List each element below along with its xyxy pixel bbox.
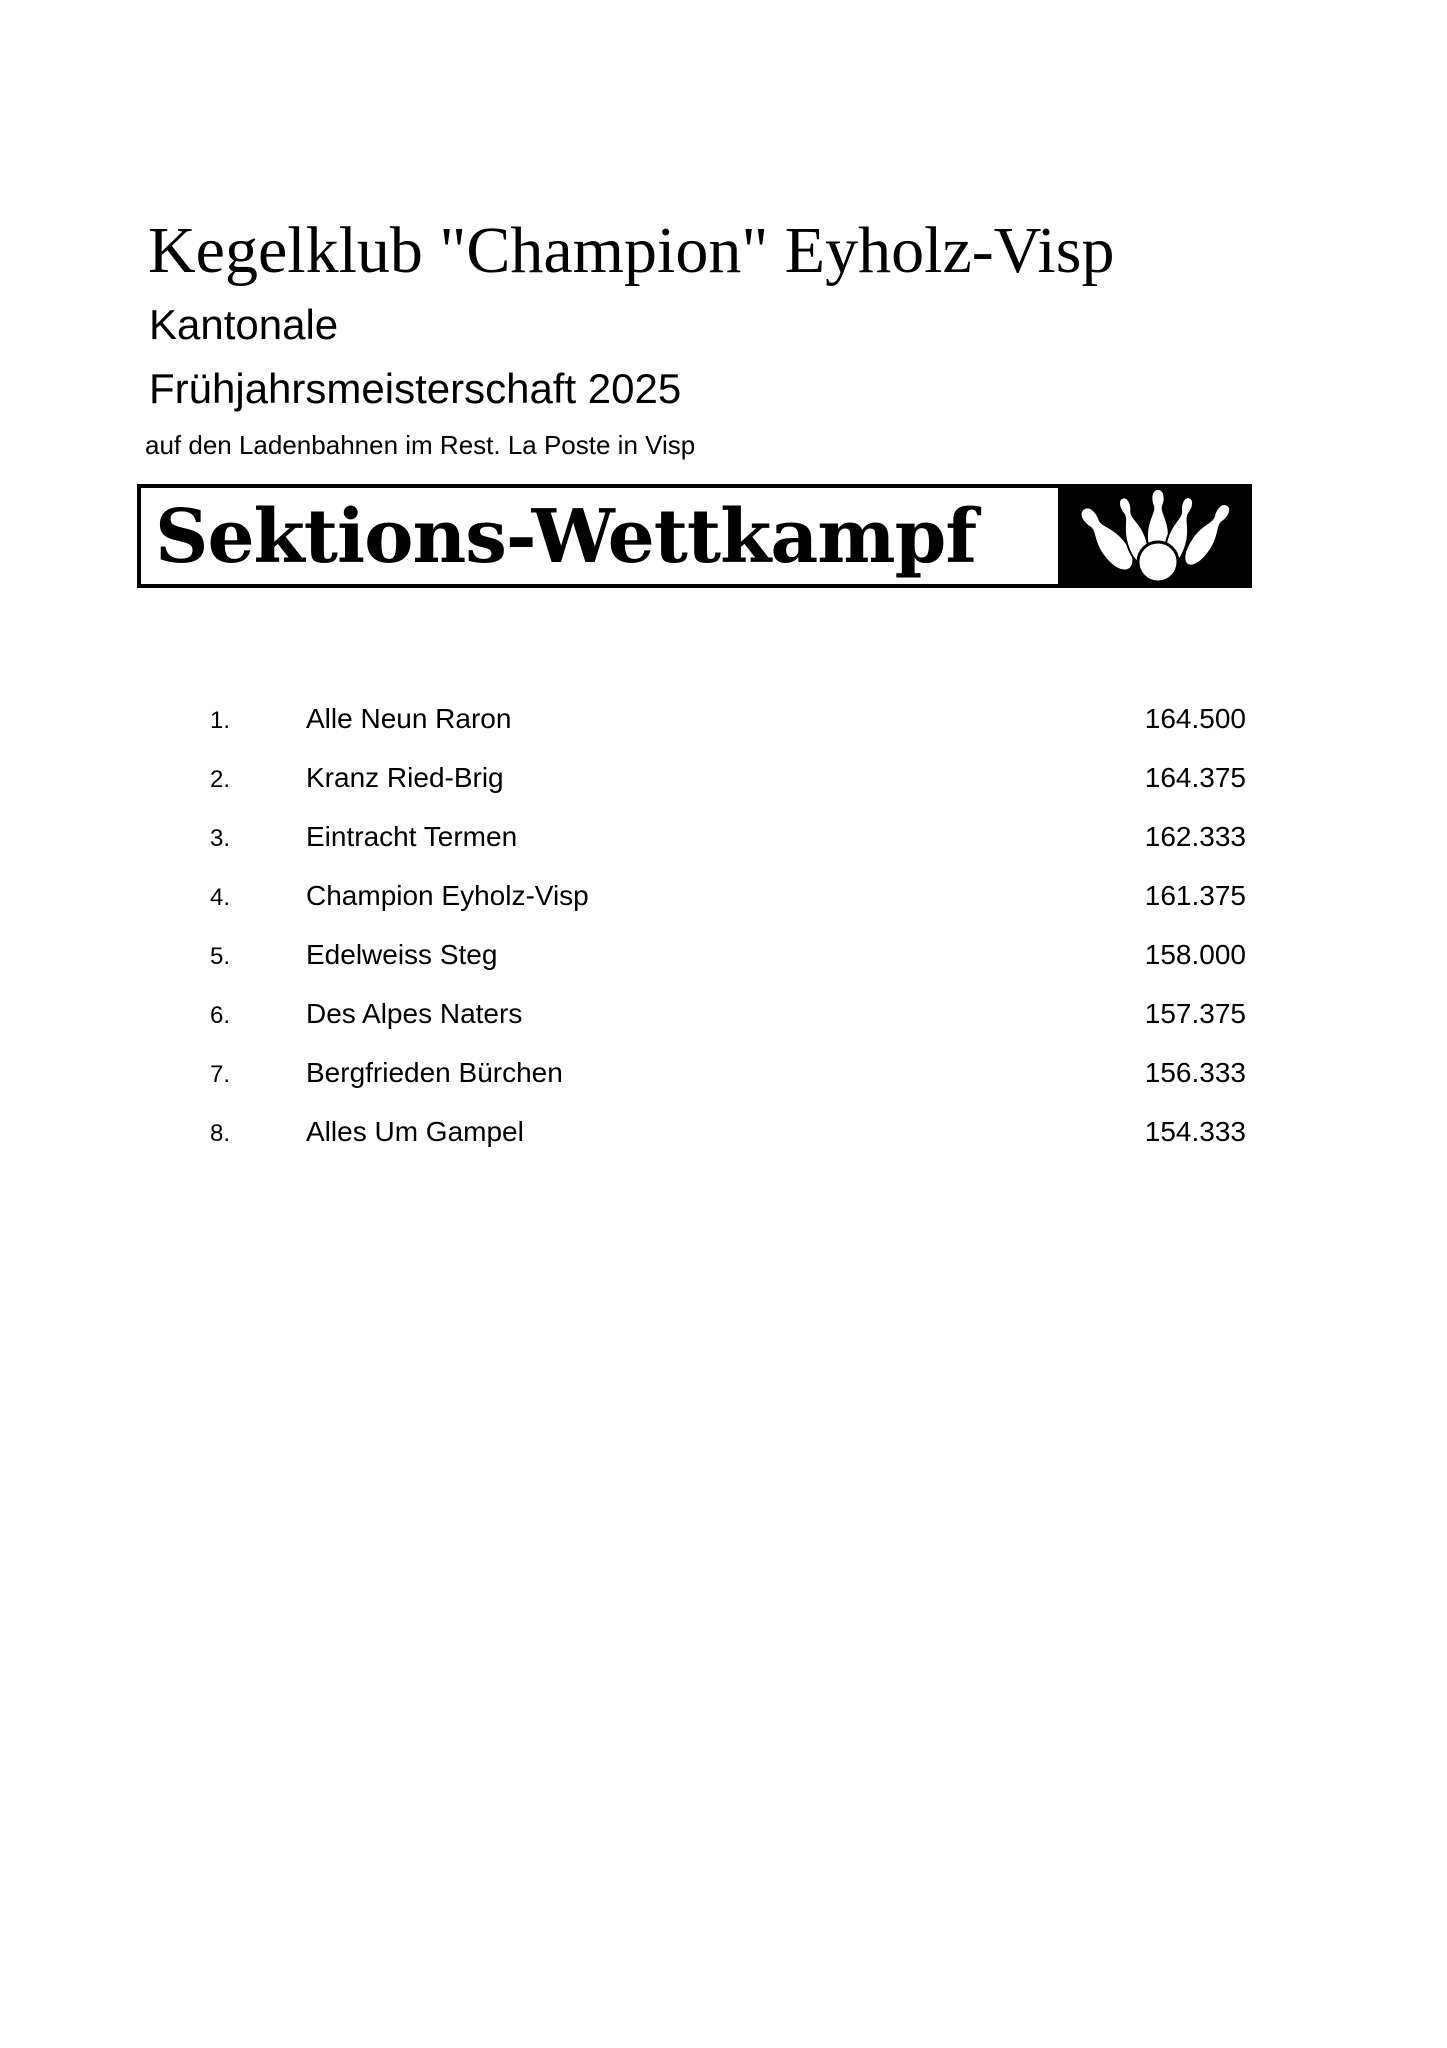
team-name: Alles Um Gampel bbox=[306, 1116, 524, 1147]
team-name: Des Alpes Naters bbox=[306, 998, 523, 1029]
rank: 4. bbox=[210, 884, 231, 911]
club-title: Kegelklub "Champion" Eyholz-Visp bbox=[148, 214, 1115, 287]
team-name: Champion Eyholz-Visp bbox=[306, 880, 589, 911]
list-item bbox=[0, 694, 1447, 753]
list-item bbox=[0, 989, 1447, 1048]
score: 156.333 bbox=[1144, 1057, 1246, 1088]
list-item bbox=[0, 930, 1447, 989]
score: 157.375 bbox=[1144, 998, 1246, 1029]
list-item bbox=[0, 812, 1447, 871]
score: 154.333 bbox=[1144, 1116, 1246, 1147]
rank: 1. bbox=[210, 707, 231, 734]
score: 161.375 bbox=[1144, 880, 1246, 911]
list-item bbox=[0, 1107, 1447, 1166]
list-item bbox=[0, 871, 1447, 930]
results-list bbox=[0, 694, 1447, 1166]
team-name: Edelweiss Steg bbox=[306, 939, 498, 970]
location-line: auf den Ladenbahnen im Rest. La Poste in Visp bbox=[145, 430, 696, 460]
list-item bbox=[0, 753, 1447, 812]
rank: 8. bbox=[210, 1120, 231, 1147]
team-name: Bergfrieden Bürchen bbox=[306, 1057, 563, 1088]
list-item bbox=[0, 1048, 1447, 1107]
rank: 2. bbox=[210, 766, 231, 793]
rank: 6. bbox=[210, 1002, 231, 1029]
score: 162.333 bbox=[1144, 821, 1246, 852]
rank: 3. bbox=[210, 825, 231, 852]
score: 158.000 bbox=[1144, 939, 1246, 970]
banner-title: Sektions-Wettkampf bbox=[155, 494, 977, 580]
banner bbox=[137, 484, 1252, 588]
bowling-pins-icon bbox=[1058, 488, 1248, 584]
team-name: Eintracht Termen bbox=[306, 821, 518, 852]
score: 164.500 bbox=[1144, 703, 1246, 734]
team-name: Kranz Ried-Brig bbox=[306, 762, 504, 793]
score: 164.375 bbox=[1144, 762, 1246, 793]
subtitle-line-1: Kantonale bbox=[149, 301, 339, 348]
subtitle-line-2: Frühjahrsmeisterschaft 2025 bbox=[149, 365, 682, 412]
team-name: Alle Neun Raron bbox=[306, 703, 512, 734]
rank: 5. bbox=[210, 943, 231, 970]
rank: 7. bbox=[210, 1061, 231, 1088]
